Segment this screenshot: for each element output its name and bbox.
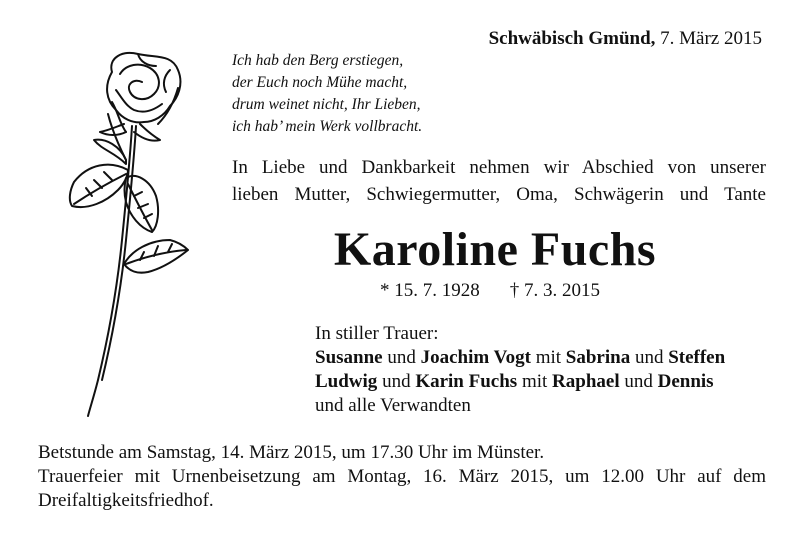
connector: und — [382, 347, 421, 368]
place: Schwäbisch Gmünd, — [488, 28, 656, 49]
birth-date: * 15. 7. 1928 — [380, 280, 480, 301]
intro-line: In Liebe und Dankbarkeit nehmen wir Abschied von unserer — [232, 157, 766, 178]
mourner-name: Joachim Vogt — [420, 347, 531, 368]
mourner-name: Karin Fuchs — [415, 371, 518, 392]
connector: und — [377, 371, 416, 392]
mourners-line — [315, 346, 725, 370]
service-info — [38, 441, 766, 513]
poem-line: der Euch noch Mühe macht, — [232, 74, 408, 91]
connector: mit — [530, 347, 566, 368]
mourner-name: Susanne — [315, 347, 383, 368]
connector: und — [619, 371, 658, 392]
poem — [232, 50, 422, 138]
poem-line: Ich hab den Berg erstiegen, — [232, 52, 404, 69]
death-date: † 7. 3. 2015 — [509, 280, 600, 301]
mourner-name: Dennis — [657, 371, 714, 392]
connector: mit — [517, 371, 553, 392]
connector: und — [630, 347, 669, 368]
mourners — [315, 322, 725, 418]
mourners-line — [315, 370, 725, 394]
date: 7. März 2015 — [660, 28, 762, 49]
mourner-name: Sabrina — [565, 347, 631, 368]
intro-text — [232, 154, 766, 208]
funeral-service: Trauerfeier mit Urnenbeisetzung am Montag, 16. März 2015, um 12.00 Uhr auf dem — [38, 466, 766, 487]
mourners-heading: In stiller Trauer: — [315, 323, 439, 344]
mourner-name: Steffen — [668, 347, 726, 368]
place-date — [489, 28, 762, 50]
life-dates — [380, 280, 600, 302]
poem-line: drum weinet nicht, Ihr Lieben, — [232, 96, 421, 113]
mourner-name: Ludwig — [315, 371, 378, 392]
mourners-closing: und alle Verwandten — [315, 395, 471, 416]
deceased-name: Karoline Fuchs — [333, 223, 657, 276]
cemetery: Dreifaltigkeitsfriedhof. — [38, 490, 214, 511]
intro-line: lieben Mutter, Schwiegermutter, Oma, Schwägerin und Tante — [232, 184, 766, 205]
prayer-hour: Betstunde am Samstag, 14. März 2015, um 17.30 Uhr im Münster. — [38, 442, 545, 463]
poem-line: ich hab’ mein Werk vollbracht. — [232, 118, 423, 135]
mourner-name: Raphael — [552, 371, 620, 392]
